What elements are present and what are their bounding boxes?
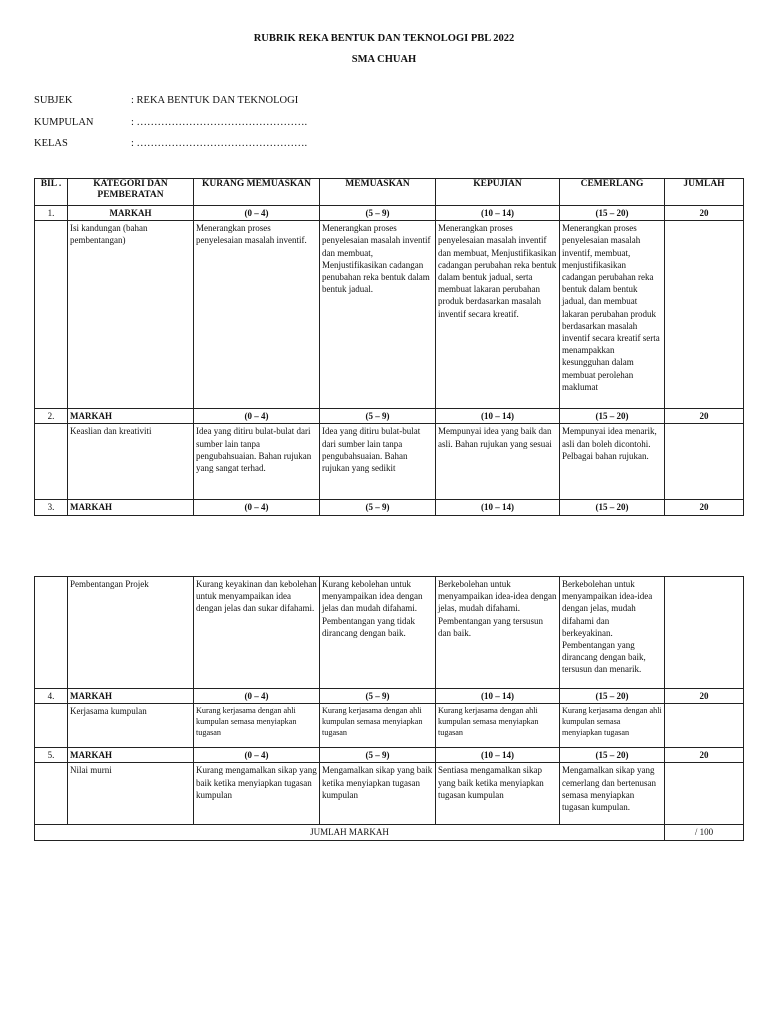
range-kepujian: (10 – 14) xyxy=(436,409,560,424)
criterion-name: Kerjasama kumpulan xyxy=(68,704,194,748)
range-cemerlang: (15 – 20) xyxy=(560,689,665,704)
max-score: 20 xyxy=(665,748,744,763)
school-name: SMA CHUAH xyxy=(351,54,417,65)
group-value: : …………………………………………. xyxy=(131,117,308,128)
descriptor-kurang-memuaskan: Menerangkan proses penyelesaian masalah inventif. xyxy=(194,221,320,409)
descriptor-memuaskan: Idea yang ditiru bulat-bulat dari sumber lain tanpa pengubahsuaian. Bahan rujukan yang sedikit xyxy=(320,424,436,500)
criterion-row xyxy=(35,577,744,689)
range-memuaskan: (5 – 9) xyxy=(320,748,436,763)
descriptor-kurang-memuaskan: Idea yang ditiru bulat-bulat dari sumber lain tanpa pengubahsuaian. Bahan rujukan yang sangat terhad. xyxy=(194,424,320,500)
criterion-name: Pembentangan Projek xyxy=(68,577,194,689)
row-number: 2. xyxy=(35,409,68,424)
descriptor-cemerlang: Berkebolehan untuk menyampaikan idea-idea dengan jelas, mudah difahami dan berkeyakinan. Pembentangan yang dirancang dengan baik, tersusun dan menarik. xyxy=(560,577,665,689)
range-kepujian: (10 – 14) xyxy=(436,689,560,704)
document-title: RUBRIK REKA BENTUK DAN TEKNOLOGI PBL 2022 xyxy=(253,33,515,44)
row-number: 1. xyxy=(35,206,68,221)
total-label: JUMLAH MARKAH xyxy=(35,825,665,840)
col-header-bil: BIL . xyxy=(35,179,68,206)
markah-label: MARKAH xyxy=(68,689,194,704)
criterion-row xyxy=(35,704,744,748)
descriptor-cemerlang: Kurang kerjasama dengan ahli kumpulan semasa menyiapkan tugasan xyxy=(560,704,665,748)
markah-row xyxy=(35,206,744,221)
range-kepujian: (10 – 14) xyxy=(436,206,560,221)
descriptor-memuaskan: Kurang kebolehan untuk menyampaikan idea dengan jelas dan mudah difahami. Pembentangan yang tidak dirancang dengan baik. xyxy=(320,577,436,689)
descriptor-memuaskan: Menerangkan proses penyelesaian masalah inventif dan membuat, Menjustifikasikan cadangan penubahan reka bentuk dalam bentuk jadual. xyxy=(320,221,436,409)
descriptor-kepujian: Kurang kerjasama dengan ahli kumpulan semasa menyiapkan tugasan xyxy=(436,704,560,748)
total-row xyxy=(35,825,744,840)
subject-label: SUBJEK xyxy=(34,95,73,106)
criterion-row xyxy=(35,763,744,825)
class-label: KELAS xyxy=(34,138,68,149)
markah-row xyxy=(35,748,744,763)
rubric-table-part-2 xyxy=(34,576,744,841)
table-header-row xyxy=(35,179,744,206)
max-score: 20 xyxy=(665,206,744,221)
descriptor-kepujian: Sentiasa mengamalkan sikap yang baik ketika menyiapkan tugasan kumpulan xyxy=(436,763,560,825)
criterion-name: Isi kandungan (bahan pembentangan) xyxy=(68,221,194,409)
markah-row xyxy=(35,409,744,424)
descriptor-kurang-memuaskan: Kurang keyakinan dan kebolehan untuk menyampaikan idea dengan jelas dan sukar difahami. xyxy=(194,577,320,689)
row-number: 4. xyxy=(35,689,68,704)
markah-row xyxy=(35,500,744,515)
markah-row xyxy=(35,689,744,704)
rubric-table-part-1 xyxy=(34,178,744,516)
subject-value: : REKA BENTUK DAN TEKNOLOGI xyxy=(131,95,299,106)
range-cemerlang: (15 – 20) xyxy=(560,748,665,763)
range-cemerlang: (15 – 20) xyxy=(560,500,665,515)
descriptor-memuaskan: Mengamalkan sikap yang baik ketika menyiapkan tugasan kumpulan xyxy=(320,763,436,825)
range-memuaskan: (5 – 9) xyxy=(320,689,436,704)
descriptor-kurang-memuaskan: Kurang kerjasama dengan ahli kumpulan semasa menyiapkan tugasan xyxy=(194,704,320,748)
col-header-memuaskan: MEMUASKAN xyxy=(320,179,436,206)
range-cemerlang: (15 – 20) xyxy=(560,206,665,221)
range-kurang-memuaskan: (0 – 4) xyxy=(194,689,320,704)
range-kurang-memuaskan: (0 – 4) xyxy=(194,500,320,515)
row-number: 5. xyxy=(35,748,68,763)
descriptor-cemerlang: Mengamalkan sikap yang cemerlang dan bertenusan semasa menyiapkan tugasan kumpulan. xyxy=(560,763,665,825)
col-header-cemerlang: CEMERLANG xyxy=(560,179,665,206)
descriptor-cemerlang: Mempunyai idea menarik, asli dan boleh dicontohi. Pelbagai bahan rujukan. xyxy=(560,424,665,500)
range-kurang-memuaskan: (0 – 4) xyxy=(194,206,320,221)
descriptor-memuaskan: Kurang kerjasama dengan ahli kumpulan semasa menyiapkan tugasan xyxy=(320,704,436,748)
range-kepujian: (10 – 14) xyxy=(436,748,560,763)
col-header-kurang-memuaskan: KURANG MEMUASKAN xyxy=(194,179,320,206)
markah-label: MARKAH xyxy=(68,409,194,424)
range-memuaskan: (5 – 9) xyxy=(320,206,436,221)
max-score: 20 xyxy=(665,409,744,424)
markah-label: MARKAH xyxy=(68,748,194,763)
range-kurang-memuaskan: (0 – 4) xyxy=(194,748,320,763)
criterion-name: Keaslian dan kreativiti xyxy=(68,424,194,500)
col-header-category: KATEGORI DAN PEMBERATAN xyxy=(68,179,194,206)
range-kepujian: (10 – 14) xyxy=(436,500,560,515)
col-header-kepujian: KEPUJIAN xyxy=(436,179,560,206)
row-number: 3. xyxy=(35,500,68,515)
markah-label: MARKAH xyxy=(68,500,194,515)
descriptor-kurang-memuaskan: Kurang mengamalkan sikap yang baik ketika menyiapkan tugasan kumpulan xyxy=(194,763,320,825)
criterion-name: Nilai murni xyxy=(68,763,194,825)
range-kurang-memuaskan: (0 – 4) xyxy=(194,409,320,424)
descriptor-cemerlang: Menerangkan proses penyelesaian masalah inventif, membuat, menjustifikasikan cadangan perubahan reka bentuk dalam bentuk jadual, dan membuat lakaran perubahan produk berdasarkan masalah inventif secara kreatif serta menampakkan kesungguhan dalam membuat perolehan maklumat xyxy=(560,221,665,409)
max-score: 20 xyxy=(665,500,744,515)
col-header-jumlah: JUMLAH xyxy=(665,179,744,206)
max-score: 20 xyxy=(665,689,744,704)
criterion-row xyxy=(35,424,744,500)
range-cemerlang: (15 – 20) xyxy=(560,409,665,424)
total-value: / 100 xyxy=(665,825,744,840)
descriptor-kepujian: Mempunyai idea yang baik dan asli. Bahan rujukan yang sesuai xyxy=(436,424,560,500)
markah-label: MARKAH xyxy=(68,206,194,221)
class-value: : …………………………………………. xyxy=(131,138,308,149)
group-label: KUMPULAN xyxy=(34,117,94,128)
criterion-row xyxy=(35,221,744,409)
descriptor-kepujian: Menerangkan proses penyelesaian masalah inventif dan membuat, Menjustifikasikan cadangan perubahan reka bentuk dalam bentuk jadual, serta membuat lakaran perubahan produk berdasarkan masalah inventif secara kreatif. xyxy=(436,221,560,409)
range-memuaskan: (5 – 9) xyxy=(320,409,436,424)
descriptor-kepujian: Berkebolehan untuk menyampaikan idea-idea dengan jelas, mudah difahami. Pembentangan yang tersusun dan baik. xyxy=(436,577,560,689)
range-memuaskan: (5 – 9) xyxy=(320,500,436,515)
